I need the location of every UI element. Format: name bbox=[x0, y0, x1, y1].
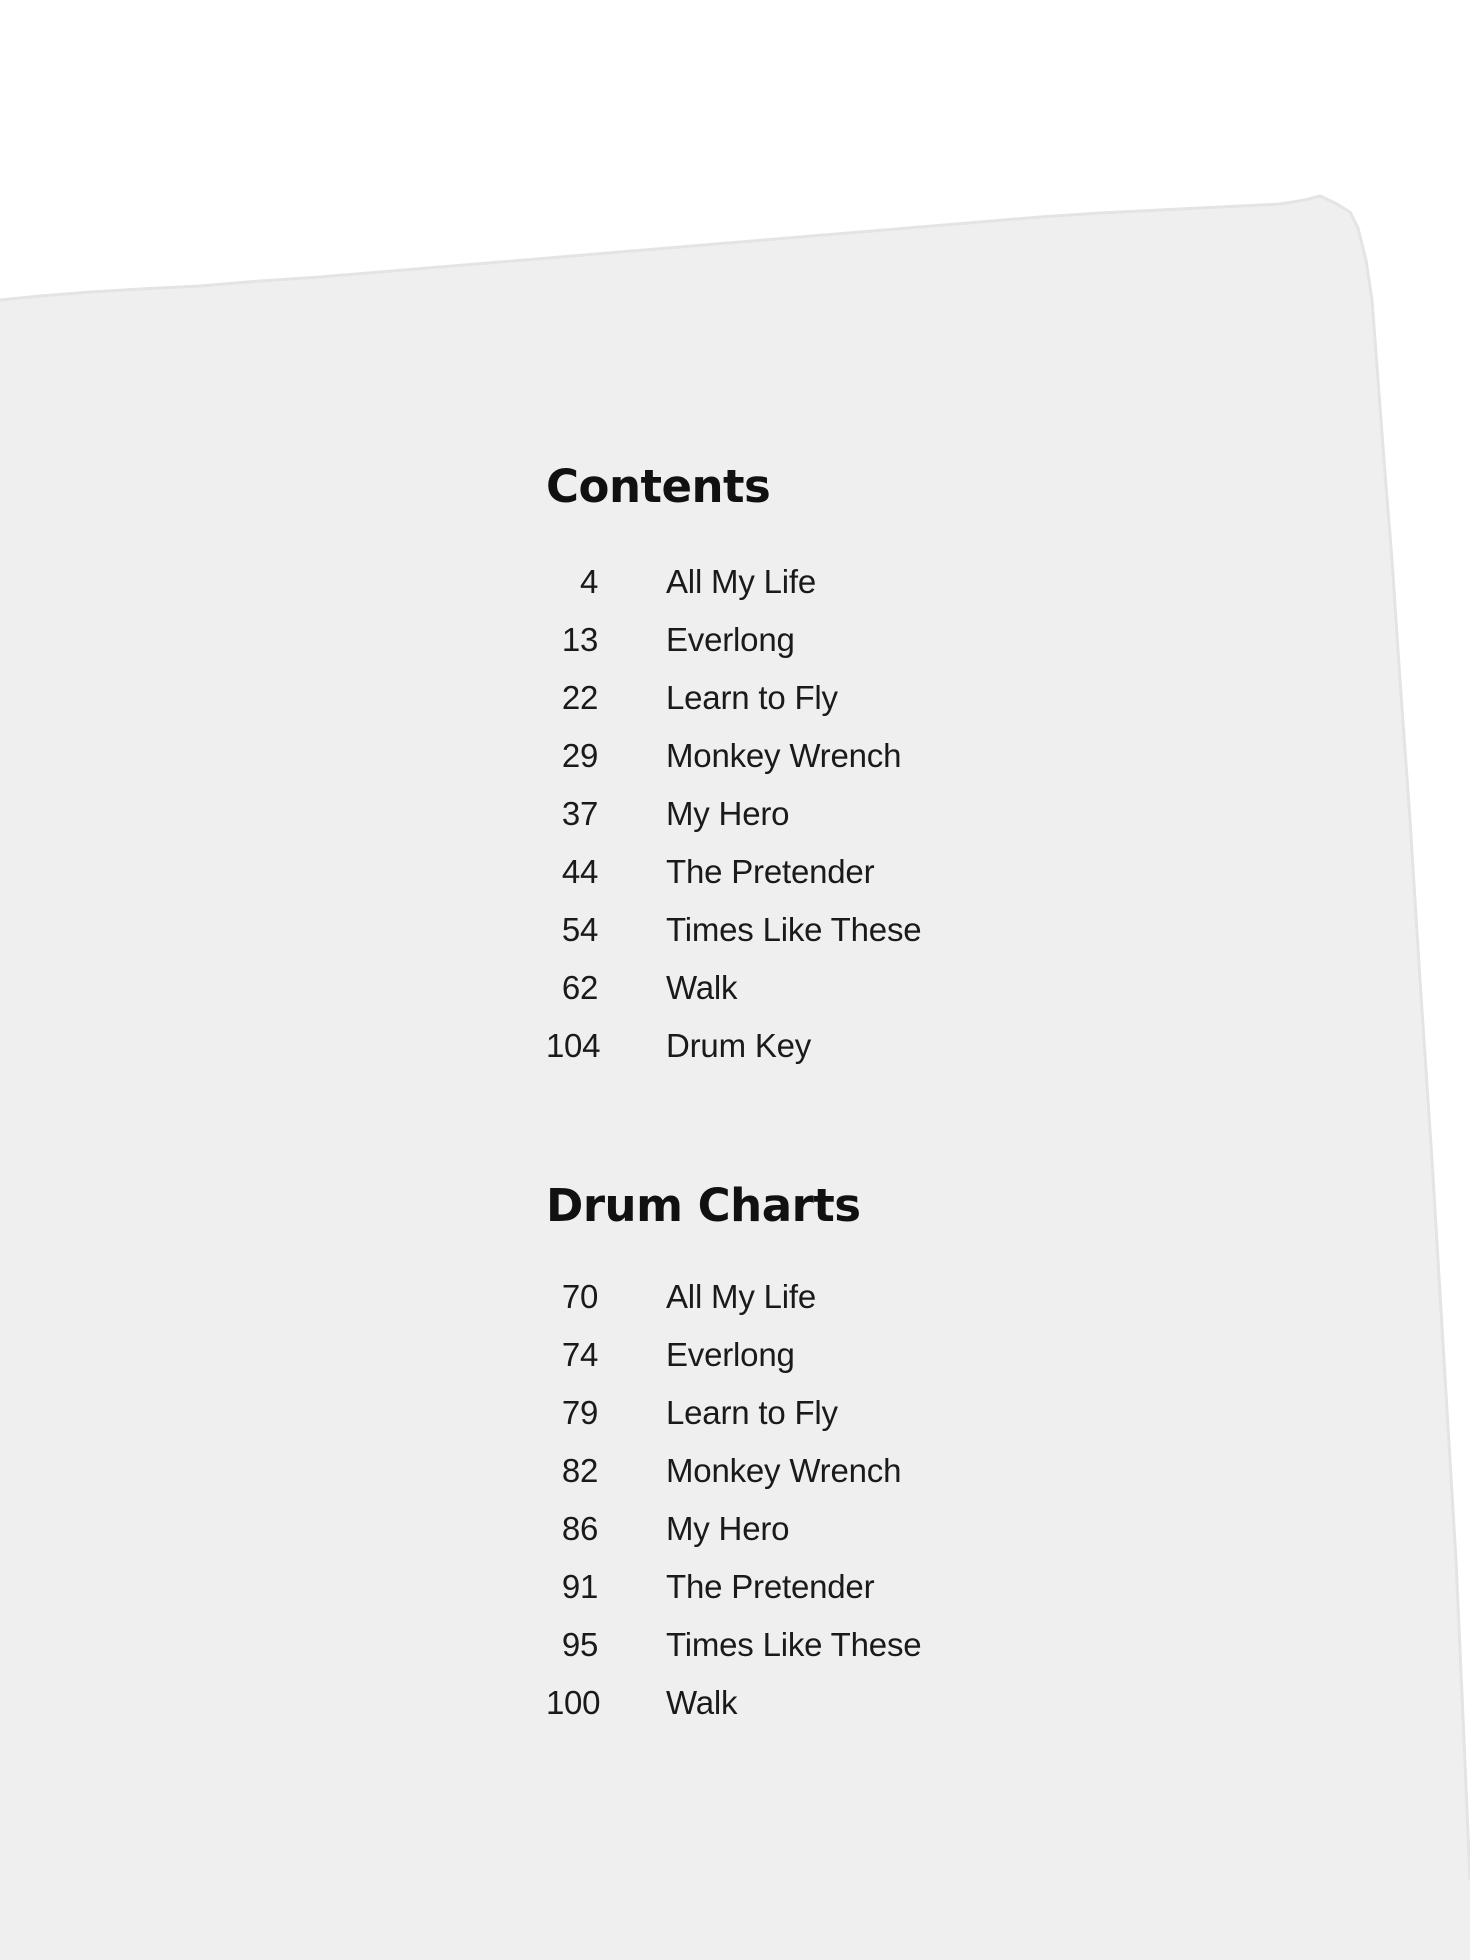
entry-title: Times Like These bbox=[666, 1626, 922, 1663]
page-number: 62 bbox=[561, 969, 598, 1006]
page-number: 22 bbox=[561, 679, 598, 716]
page-number: 82 bbox=[561, 1452, 598, 1489]
page-number: 104 bbox=[546, 1027, 601, 1064]
page-number: 91 bbox=[561, 1568, 598, 1605]
toc-entry bbox=[546, 843, 921, 901]
page-number: 74 bbox=[561, 1336, 598, 1373]
entry-title: My Hero bbox=[666, 1510, 790, 1547]
entry-title: Monkey Wrench bbox=[666, 1452, 902, 1489]
entry-title: My Hero bbox=[666, 795, 790, 832]
drum-charts-list bbox=[546, 1268, 921, 1732]
entry-title: Learn to Fly bbox=[666, 1394, 838, 1431]
toc-entry bbox=[546, 553, 921, 611]
page-number: 86 bbox=[561, 1510, 598, 1547]
toc-entry bbox=[546, 727, 921, 785]
page-number: 44 bbox=[561, 853, 598, 890]
entry-title: Everlong bbox=[666, 621, 795, 658]
toc-entry bbox=[546, 959, 921, 1017]
toc-entry bbox=[546, 1558, 921, 1616]
entry-title: Times Like These bbox=[666, 911, 922, 948]
toc-entry bbox=[546, 1384, 921, 1442]
toc-entry bbox=[546, 1500, 921, 1558]
toc-entry bbox=[546, 1017, 921, 1075]
page-number: 70 bbox=[561, 1278, 598, 1315]
drum-charts-heading: Drum Charts bbox=[546, 1179, 861, 1232]
toc-entry bbox=[546, 1616, 921, 1674]
page-number: 37 bbox=[561, 795, 598, 832]
page-number: 4 bbox=[579, 563, 598, 600]
entry-title: Walk bbox=[666, 969, 738, 1006]
toc-entry bbox=[546, 901, 921, 959]
page-number: 13 bbox=[561, 621, 598, 658]
toc-entry bbox=[546, 1442, 921, 1500]
toc-entry bbox=[546, 785, 921, 843]
toc-entry bbox=[546, 1674, 921, 1732]
page-number: 54 bbox=[561, 911, 598, 948]
entry-title: The Pretender bbox=[666, 1568, 875, 1605]
drum-charts-section bbox=[546, 1174, 921, 1732]
entry-title: The Pretender bbox=[666, 853, 875, 890]
toc-entry bbox=[546, 1326, 921, 1384]
entry-title: Learn to Fly bbox=[666, 679, 838, 716]
entry-title: Monkey Wrench bbox=[666, 737, 902, 774]
entry-title: Everlong bbox=[666, 1336, 795, 1373]
entry-title: All My Life bbox=[666, 1278, 817, 1315]
contents-list bbox=[546, 553, 921, 1075]
entry-title: All My Life bbox=[666, 563, 817, 600]
entry-title: Drum Key bbox=[666, 1027, 812, 1064]
page-number: 95 bbox=[561, 1626, 598, 1663]
contents-section bbox=[546, 455, 921, 1075]
toc-entry bbox=[546, 669, 921, 727]
contents-heading: Contents bbox=[546, 460, 771, 513]
page-number: 100 bbox=[546, 1684, 601, 1721]
entry-title: Walk bbox=[666, 1684, 738, 1721]
page-number: 79 bbox=[561, 1394, 598, 1431]
toc-entry bbox=[546, 611, 921, 669]
toc-entry bbox=[546, 1268, 921, 1326]
page-number: 29 bbox=[561, 737, 598, 774]
